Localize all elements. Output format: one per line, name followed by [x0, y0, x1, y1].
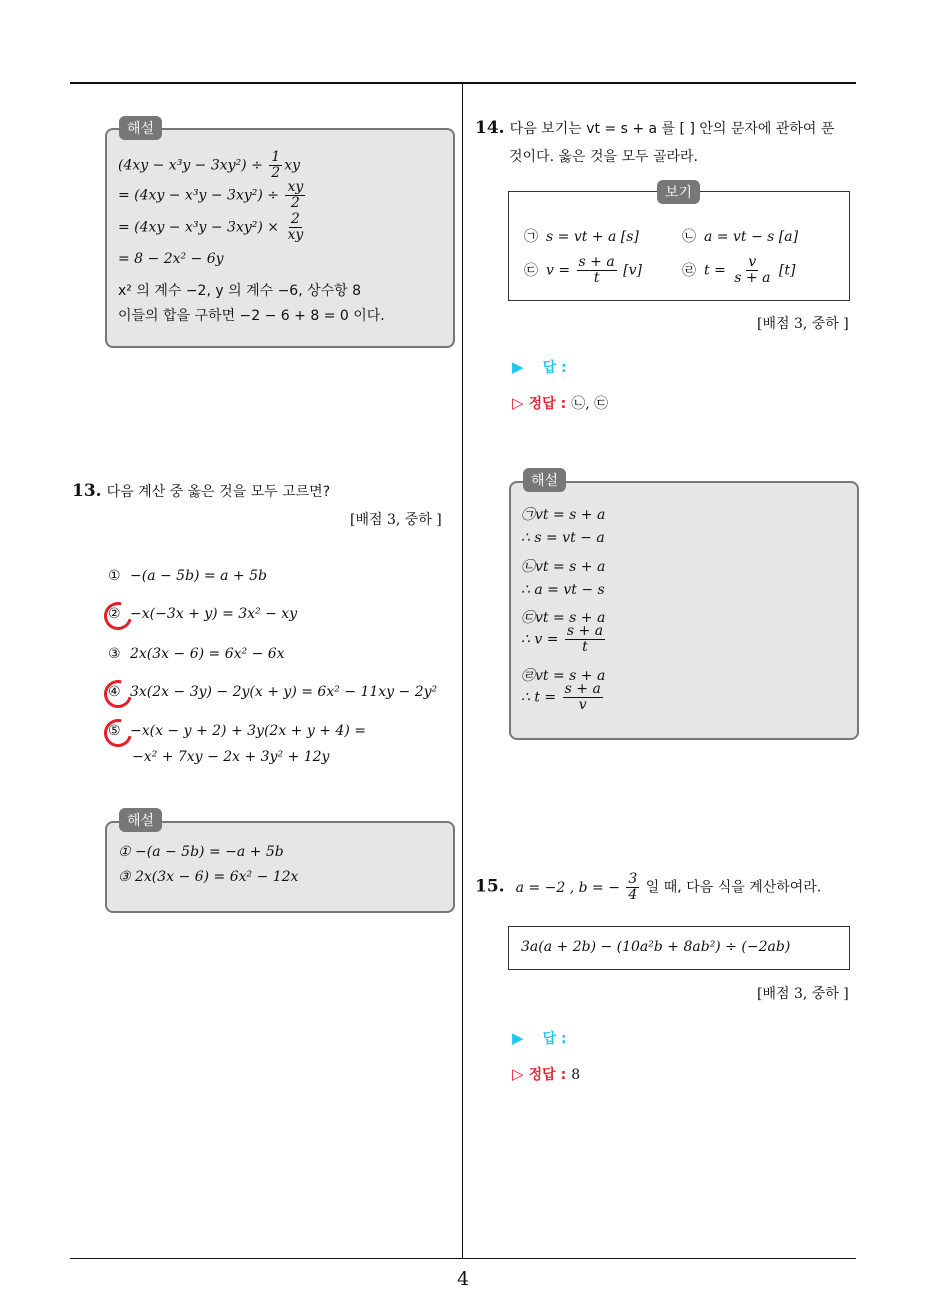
bottom-rule: [70, 1258, 856, 1259]
q15-number: 15.: [475, 876, 505, 897]
q13-header: [72, 481, 330, 501]
q13-option-5[interactable]: ⑤ −x(x − y + 2) + 3y(2x + y + 4) =: [108, 723, 366, 739]
q14-box-label: 보기: [657, 180, 700, 204]
q13-answer-mark-2: [99, 597, 137, 635]
correct-arrow-icon: ▷: [512, 1065, 524, 1083]
q13-score: [배점 3, 중하 ]: [350, 512, 442, 528]
q14-solution-line5: ㉢vt = s + a: [521, 610, 606, 626]
q13-text: 다음 계산 중 옳은 것을 모두 고르면?: [106, 484, 331, 500]
q13-option-1[interactable]: ① −(a − 5b) = a + 5b: [108, 568, 267, 584]
q14-solution-line2: ∴ s = vt − a: [521, 530, 605, 546]
q14-number: 14.: [475, 118, 505, 138]
q13-solution-line2: ③ 2x(3x − 6) = 6x² − 12x: [118, 869, 299, 885]
q14-header: [475, 118, 834, 138]
q13-option-2[interactable]: ② −x(−3x + y) = 3x² − xy: [108, 606, 298, 622]
top-rule: [70, 82, 856, 84]
q13-answer-mark-5: [99, 714, 137, 752]
q15-text: 일 때, 다음 식을 계산하여라.: [645, 879, 822, 896]
q13-option-3[interactable]: ③ 2x(3x − 6) = 6x² − 6x: [108, 646, 285, 662]
q12-solution-line1: (4xy − x³y − 3xy²) ÷ $\frac{1}{2}$ xy: [118, 149, 301, 181]
q14-text-line2: 것이다. 옳은 것을 모두 골라라.: [509, 149, 698, 165]
solution-box-q13: [105, 821, 455, 913]
q14-solution-line8: ∴ t = $\frac{s + a}{v}$: [521, 681, 601, 713]
q14-text-line1: 다음 보기는 vt = s + a 를 [ ] 안의 문자에 관하여 푼: [509, 121, 835, 137]
q12-solution-line6: 이들의 합을 구하면 −2 − 6 + 8 = 0 이다.: [118, 308, 385, 324]
q15-correct-value: 8: [571, 1067, 581, 1083]
q14-choice-a[interactable]: ㉠ s = vt + a [s]: [524, 229, 639, 245]
solution-tag-q14: 해설: [523, 468, 566, 492]
q13-answer-mark-4: [99, 675, 137, 713]
q14-correct-label: 정답 :: [528, 396, 567, 412]
solution-tag-q13: 해설: [119, 808, 162, 832]
q13-option-4[interactable]: ④ 3x(2x − 3y) − 2y(x + y) = 6x² − 11xy − 2y²: [108, 684, 438, 700]
q12-solution-line2: = (4xy − x³y − 3xy²) ÷ $\frac{xy}{2}$: [118, 179, 304, 211]
q14-solution-line7: ㉣vt = s + a: [521, 668, 606, 684]
q14-correct-value: ㉡, ㉢: [571, 396, 609, 412]
q14-choice-b[interactable]: ㉡ a = vt − s [a]: [682, 229, 799, 245]
q14-solution-line3: ㉡vt = s + a: [521, 559, 606, 575]
q15-expression: 3a(a + 2b) − (10a²b + 8ab²) ÷ (−2ab): [521, 939, 791, 955]
q14-correct-row: [512, 393, 608, 413]
q15-correct-row: [512, 1064, 580, 1084]
q13-option-5-continued: −x² + 7xy − 2x + 3y² + 12y: [132, 749, 330, 765]
page-number: 4: [456, 1268, 470, 1290]
answer-arrow-icon: ▶: [512, 358, 524, 376]
answer-arrow-icon: ▶: [512, 1029, 524, 1047]
q13-number: 13.: [72, 481, 102, 501]
q15-answer-row: [512, 1028, 567, 1048]
q15-score: [배점 3, 중하 ]: [757, 986, 849, 1002]
q15-condition: a = −2 , b = − $\frac{3}{4}$: [515, 871, 638, 903]
q15-answer-label: 답 :: [542, 1031, 567, 1047]
q13-solution-line1: ① −(a − 5b) = −a + 5b: [118, 844, 284, 860]
correct-arrow-icon: ▷: [512, 394, 524, 412]
q14-answer-label: 답 :: [542, 360, 567, 376]
q15-correct-label: 정답 :: [528, 1067, 567, 1083]
q12-solution-line5: x² 의 계수 −2, y 의 계수 −6, 상수항 8: [118, 283, 362, 299]
q14-answer-row: [512, 357, 567, 377]
column-divider: [462, 84, 463, 1259]
q14-solution-line6: ∴ v = $\frac{s + a}{t}$: [521, 623, 604, 655]
q12-solution-line4: = 8 − 2x² − 6y: [118, 251, 224, 267]
q12-solution-line3: = (4xy − x³y − 3xy²) × $\frac{2}{xy}$: [118, 211, 304, 243]
q14-solution-line1: ㉠vt = s + a: [521, 507, 606, 523]
solution-tag-q12: 해설: [119, 116, 162, 140]
q14-score: [배점 3, 중하 ]: [757, 316, 849, 332]
q14-choice-c[interactable]: ㉢ v = $\frac{s + a}{t}$ [v]: [524, 254, 643, 286]
q14-choice-d[interactable]: ㉣ t = $\frac{v}{s + a}$ [t]: [682, 254, 796, 286]
q14-solution-line4: ∴ a = vt − s: [521, 582, 605, 598]
q15-header: [475, 872, 821, 903]
